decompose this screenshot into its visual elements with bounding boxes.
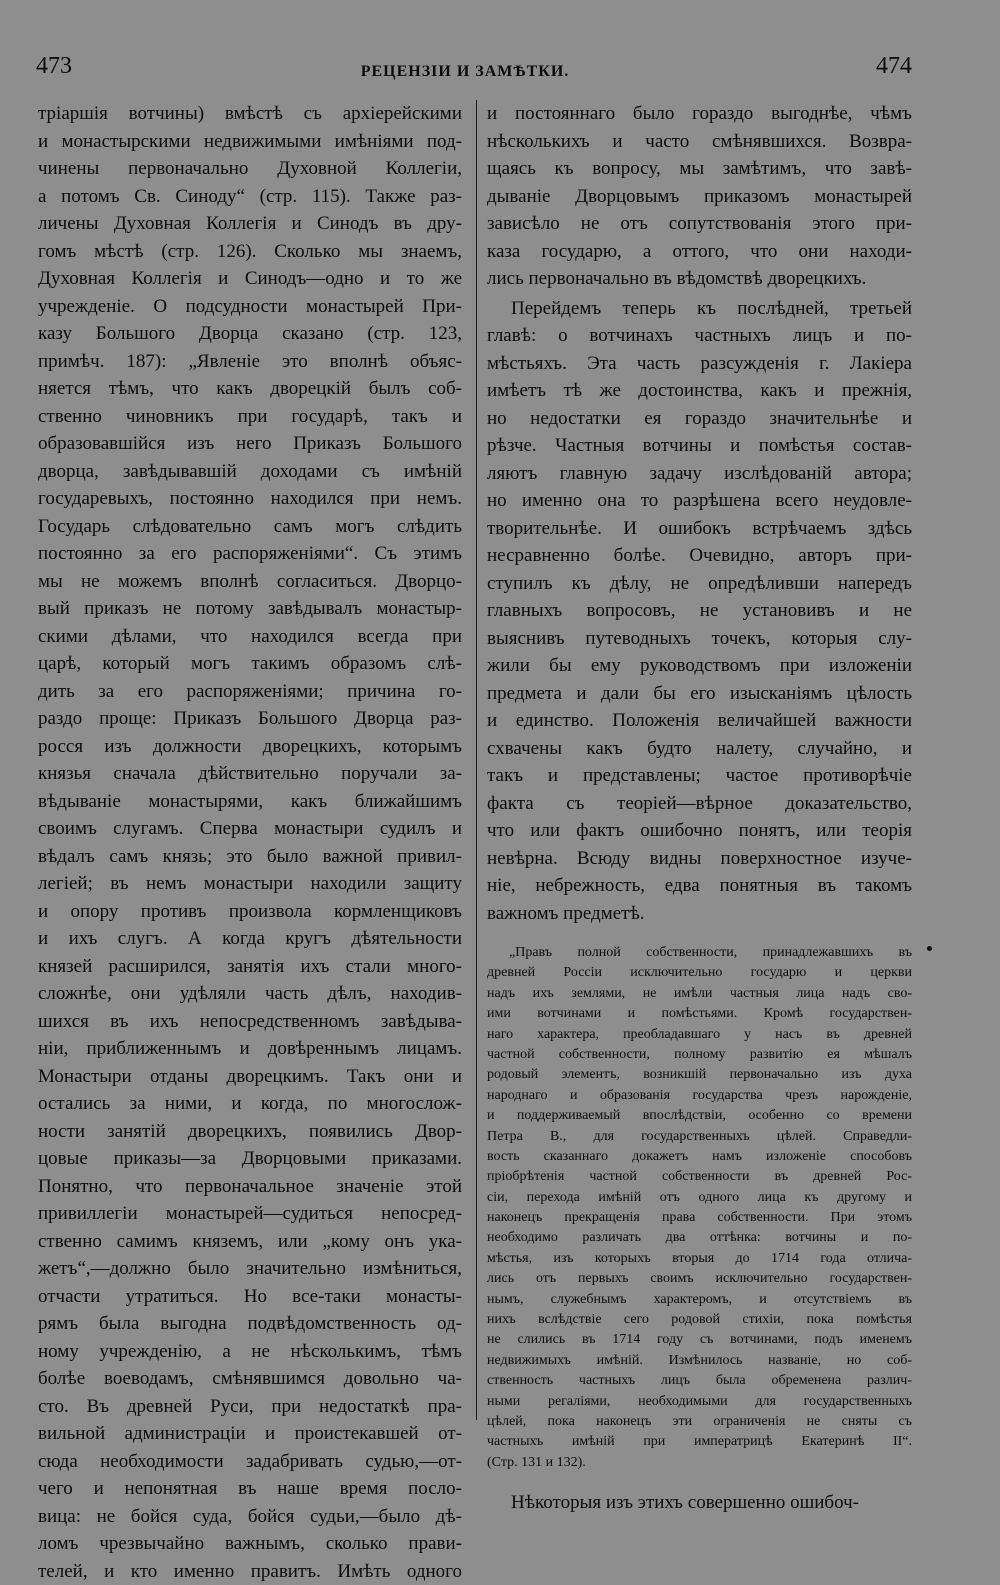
text-line: государевыхъ, постоянно находился при немъ. [38, 485, 462, 513]
text-line: раздо проще: Приказъ Большого Дворца раз- [38, 705, 462, 733]
quotation-line: мѣстья, изъ которыхъ вторыя до 1714 года отлича- [487, 1249, 912, 1269]
text-line: чинены первоначально Духовной Коллегіи, [38, 155, 462, 183]
quotation-line: пріобрѣтенія частной собственности въ древней Рос- [487, 1167, 912, 1187]
text-line: чего и непонятная въ наше время посло- [38, 1475, 462, 1503]
text-line: факта съ теоріей—вѣрное доказательство, [487, 790, 912, 818]
text-line: главѣ: о вотчинахъ частныхъ лицъ и по- [487, 322, 912, 350]
text-line: невѣрна. Всюду видны поверхностное изуче- [487, 845, 912, 873]
text-line: каза государю, а оттого, что они находи- [487, 238, 912, 266]
quotation-line: „Правъ полной собственности, принадлежавшихъ въ [487, 943, 912, 963]
text-line: ному учрежденію, а не нѣсколькимъ, тѣмъ [38, 1338, 462, 1366]
quotation-line: ственность частныхъ лицъ была обременена различ- [487, 1371, 912, 1391]
quotation-line: необходимо различать два оттѣнка: вотчины и по- [487, 1228, 912, 1248]
text-line: ніи, приближеннымъ и довѣреннымъ лицамъ. [38, 1035, 462, 1063]
text-line: цовые приказы—за Дворцовыми приказами. [38, 1145, 462, 1173]
block-quotation [487, 943, 912, 1473]
text-line: ступилъ къ дѣлу, не опредѣливши напередъ [487, 570, 912, 598]
text-line: несравненно болѣе. Очевидно, авторъ при- [487, 542, 912, 570]
quotation-line: цѣлей, пока наконецъ эти ограниченія не сняты съ [487, 1412, 912, 1432]
text-line: и ихъ слугъ. А когда кругъ дѣятельности [38, 925, 462, 953]
quotation-line: и поддерживаемый впослѣдствіи, особенно со времени [487, 1106, 912, 1126]
text-line: и опору противъ произвола кормленщиковъ [38, 898, 462, 926]
quotation-line: нихъ вслѣдствіе сего родовой стихіи, пока помѣстья [487, 1310, 912, 1330]
quotation-line: древней Россіи исключительно государю и церкви [487, 963, 912, 983]
quotation-gap [487, 927, 912, 943]
quotation-line: недвижимыхъ имѣній. Измѣнилось названіе, но соб- [487, 1351, 912, 1371]
text-line: жили бы ему руководствомъ при изложеніи [487, 652, 912, 680]
text-line: лись первоначально въ вѣдомствѣ дворецкихъ. [487, 265, 912, 293]
right-paragraph-1 [487, 100, 912, 293]
text-line: Монастыри отданы дворецкимъ. Такъ они и [38, 1063, 462, 1091]
text-line: скими дѣлами, что находился всегда при [38, 623, 462, 651]
quotation-line: Петра В., для государственныхъ цѣлей. Справедли- [487, 1127, 912, 1147]
text-line: остались за ними, и когда, по многослож- [38, 1090, 462, 1118]
text-line: телей, и кто именно правитъ. Имѣть одного [38, 1558, 462, 1585]
quotation-line: сіи, перехода имѣній отъ одного лица къ другому и [487, 1188, 912, 1208]
quotation-line: (Стр. 131 и 132). [487, 1453, 912, 1473]
text-line: важномъ предметѣ. [487, 900, 912, 928]
right-column [487, 100, 912, 1517]
right-paragraph-2 [487, 295, 912, 928]
text-line: легіей; въ немъ монастыри находили защиту [38, 870, 462, 898]
text-line: образовавшійся изъ него Приказъ Большого [38, 430, 462, 458]
running-title: РЕЦЕНЗІИ И ЗАМѢТКИ. [0, 58, 930, 86]
text-line: схвачены какъ будто налету, случайно, и [487, 735, 912, 763]
text-line: личены Духовная Коллегія и Синодъ въ дру- [38, 210, 462, 238]
text-line: князей расширился, занятія ихъ стали много- [38, 953, 462, 981]
text-line: привиллегіи монастырей—судиться непосред- [38, 1200, 462, 1228]
text-line: но недостатки ея гораздо значительнѣе и [487, 405, 912, 433]
text-line: а потомъ Св. Синоду“ (стр. 115). Также раз- [38, 183, 462, 211]
text-line: Перейдемъ теперь къ послѣдней, третьей [487, 295, 912, 323]
text-line: царѣ, который могъ такимъ образомъ слѣ- [38, 650, 462, 678]
text-line: предмета и дали бы его изысканіямъ цѣлость [487, 680, 912, 708]
page-number-right: 474 [876, 52, 912, 80]
text-line: казу Большого Дворца сказано (стр. 123, [38, 320, 462, 348]
text-line: дворца, завѣдывавшій доходами съ имѣній [38, 458, 462, 486]
text-line: ломъ чрезвычайно важнымъ, сколько прави- [38, 1530, 462, 1558]
text-line: отчасти утратиться. Но все-таки монасты- [38, 1283, 462, 1311]
text-line: имѣетъ тѣ же достоинства, какъ и прежнія, [487, 377, 912, 405]
text-line: рѣзче. Частныя вотчины и помѣстья состав- [487, 432, 912, 460]
text-line: тріаршія вотчины) вмѣстѣ съ архіерейскими [38, 100, 462, 128]
text-line: сто. Въ древней Руси, при недостаткѣ пра- [38, 1393, 462, 1421]
text-line: няется тѣмъ, что какъ дворецкій былъ соб- [38, 375, 462, 403]
text-line: зависѣло не отъ сопутствованія этого при- [487, 210, 912, 238]
text-line: творительнѣе. И ошибокъ встрѣчаемъ здѣсь [487, 515, 912, 543]
text-line: сложнѣе, они удѣляли часть дѣлъ, находив- [38, 980, 462, 1008]
quotation-line: ными регаліями, необходимыми для государственныхъ [487, 1392, 912, 1412]
text-line: Государь слѣдовательно самъ могъ слѣдить [38, 513, 462, 541]
text-line: гомъ мѣстѣ (стр. 126). Сколько мы знаемъ, [38, 238, 462, 266]
text-line: вѣдываніе монастырями, какъ ближайшимъ [38, 788, 462, 816]
text-line: ственно чиновникъ при государѣ, такъ и [38, 403, 462, 431]
text-line: дить за его распоряженіями; причина го- [38, 678, 462, 706]
quotation-line: надъ ихъ землями, не имѣли частныя лица надъ сво- [487, 984, 912, 1004]
text-line: что или фактъ ошибочно понятъ, или теорія [487, 817, 912, 845]
text-line: князья сначала дѣйствительно поручали за- [38, 760, 462, 788]
page-number-left: 473 [36, 52, 72, 80]
text-line: нѣсколькихъ и часто смѣнявшихся. Возвра- [487, 128, 912, 156]
text-line: Духовная Коллегія и Синодъ—одно и то же [38, 265, 462, 293]
text-line: вица: не бойся суда, бойся судьи,—было дѣ- [38, 1503, 462, 1531]
quotation-line: наго характера, преобладавшаго у насъ въ древней [487, 1025, 912, 1045]
quotation-line: наконецъ прекращенія права собственности. При этомъ [487, 1208, 912, 1228]
quotation-line: ими вотчинами и помѣстьями. Кромѣ государствен- [487, 1004, 912, 1024]
quotation-line: частныхъ имѣній при императрицѣ Екатеринѣ II“. [487, 1432, 912, 1452]
text-line: шихся въ ихъ непосредственномъ завѣдыва- [38, 1008, 462, 1036]
text-line: примѣч. 187): „Явленіе это вполнѣ объяс- [38, 348, 462, 376]
text-line: учрежденіе. О подсудности монастырей При- [38, 293, 462, 321]
text-line: ственно самимъ княземъ, или „кому онъ ука- [38, 1228, 462, 1256]
quotation-line: народнаго и образованія государства чрезъ нарожденіе, [487, 1086, 912, 1106]
text-line: ніе, небрежность, едва понятныя въ такомъ [487, 872, 912, 900]
quotation-gap-after [487, 1473, 912, 1489]
text-line: и единство. Положенія величайшей важности [487, 707, 912, 735]
text-line: ности занятій дворецкихъ, появились Двор- [38, 1118, 462, 1146]
quotation-line: не слились въ 1714 году съ вотчинами, подъ именемъ [487, 1330, 912, 1350]
quotation-line: нымъ, служебнымъ характеромъ, и отсутствіемъ въ [487, 1290, 912, 1310]
quotation-line: вость сказаннаго докажетъ намъ изложеніе способовъ [487, 1147, 912, 1167]
text-line: росся изъ должности дворецкихъ, которымъ [38, 733, 462, 761]
left-column [38, 100, 462, 1585]
quotation-line: родовый элементъ, возникшій первоначально изъ духа [487, 1065, 912, 1085]
column-divider [476, 100, 477, 1420]
text-line: щаясь къ вопросу, мы замѣтимъ, что завѣ- [487, 155, 912, 183]
quotation-line: частной собственности, полному развитію ея мѣшалъ [487, 1045, 912, 1065]
text-line: болѣе воеводамъ, смѣнявшимся довольно ча- [38, 1365, 462, 1393]
text-line: своимъ слугамъ. Сперва монастыри судилъ и [38, 815, 462, 843]
text-line: выяснивъ путеводныхъ точекъ, которыя слу- [487, 625, 912, 653]
text-line: мы не можемъ вполнѣ согласиться. Дворцо- [38, 568, 462, 596]
text-line: рямъ была выгодна подвѣдомственность од- [38, 1310, 462, 1338]
text-line: мѣстьяхъ. Эта часть разсужденія г. Лакіера [487, 350, 912, 378]
margin-mark [927, 946, 932, 951]
text-line: главныхъ вопросовъ, не установивъ и не [487, 597, 912, 625]
text-line: Нѣкоторыя изъ этихъ совершенно ошибоч- [487, 1489, 912, 1517]
text-line: сюда необходимости задабривать судью,—от- [38, 1448, 462, 1476]
text-line: Понятно, что первоначальное значеніе этой [38, 1173, 462, 1201]
text-line: вильной администраціи и проистекавшей от- [38, 1420, 462, 1448]
text-line: вѣдалъ самъ князь; это было важной привил- [38, 843, 462, 871]
text-line: вый приказъ не потому завѣдывалъ монастыр- [38, 595, 462, 623]
text-line: такъ и представлены; частое противорѣчіе [487, 762, 912, 790]
text-line: ляютъ главную задачу изслѣдованій автора; [487, 460, 912, 488]
text-line: жетъ“,—должно было значительно измѣниться, [38, 1255, 462, 1283]
text-line: и монастырскими недвижимыми имѣніями под- [38, 128, 462, 156]
text-line: постоянно за его распоряженіями“. Съ этимъ [38, 540, 462, 568]
quotation-line: лись отъ первыхъ своимъ исключительно государствен- [487, 1269, 912, 1289]
text-line: дываніе Дворцовымъ приказомъ монастырей [487, 183, 912, 211]
text-line: но именно она то разрѣшена всего неудовле- [487, 487, 912, 515]
text-line: и постояннаго было гораздо выгоднѣе, чѣмъ [487, 100, 912, 128]
